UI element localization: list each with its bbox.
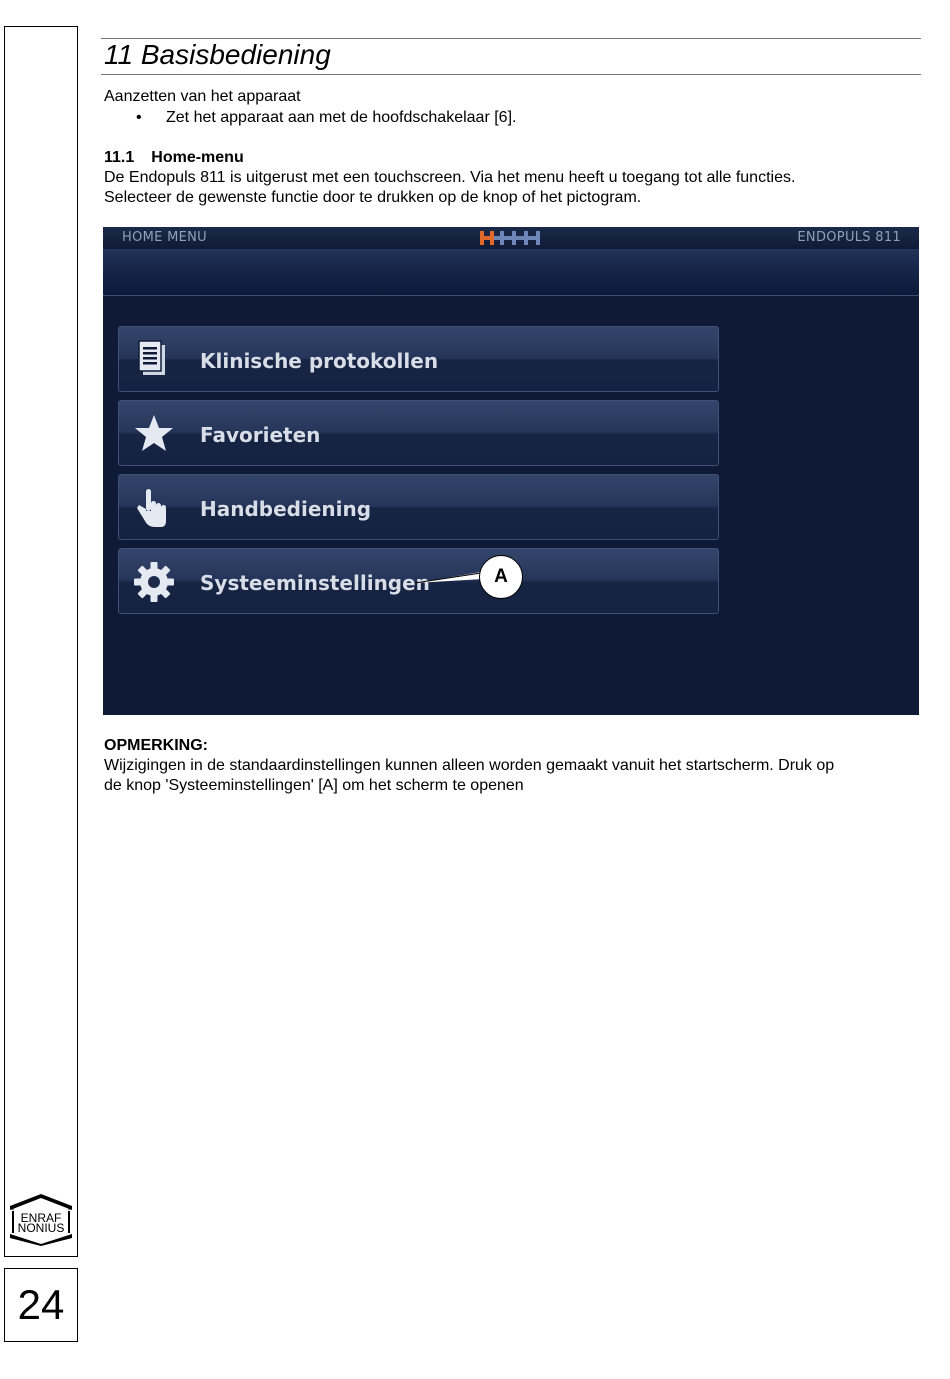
menu-label-manual-operation: Handbediening — [200, 497, 372, 521]
device-home-screen — [103, 227, 919, 715]
page-number: 24 — [4, 1268, 78, 1342]
svg-text:ENRAF: ENRAF — [20, 1211, 62, 1225]
section-paragraph-line-2: Selecteer de gewenste functie door te drukken op de knop of het pictogram. — [104, 189, 642, 206]
section-title: Home-menu — [151, 149, 244, 166]
callout-marker-a: A — [479, 555, 523, 599]
note-line-1: Wijzigingen in de standaardinstellingen kunnen alleen worden gemaakt vanuit het startscherm. Druk op — [104, 757, 835, 774]
chapter-title: 11 Basisbediening — [104, 39, 331, 70]
enraf-nonius-logo — [8, 1192, 74, 1246]
callout-pointer — [103, 227, 919, 715]
device-model-name: ENDOPULS 811 — [797, 230, 901, 245]
bullet-marker: • — [136, 109, 142, 126]
note-heading: OPMERKING: — [104, 737, 208, 754]
intro-heading: Aanzetten van het apparaat — [104, 88, 301, 105]
note-line-2: de knop 'Systeeminstellingen' [A] om het scherm te openen — [104, 777, 524, 794]
device-header-title: HOME MENU — [122, 230, 207, 245]
svg-text:NONIUS: NONIUS — [17, 1221, 65, 1235]
menu-label-system-settings: Systeeminstellingen — [200, 571, 430, 595]
menu-label-favorites: Favorieten — [200, 423, 321, 447]
section-number: 11.1 — [104, 149, 135, 166]
bullet-text: Zet het apparaat aan met de hoofdschakelaar [6]. — [166, 109, 517, 126]
section-paragraph-line-1: De Endopuls 811 is uitgerust met een touchscreen. Via het menu heeft u toegang tot alle functies. — [104, 169, 796, 186]
page-sidebar-frame — [4, 26, 78, 1257]
header-rule-bottom — [101, 74, 921, 75]
menu-label-clinical-protocols: Klinische protokollen — [200, 349, 439, 373]
section-heading — [104, 148, 244, 168]
